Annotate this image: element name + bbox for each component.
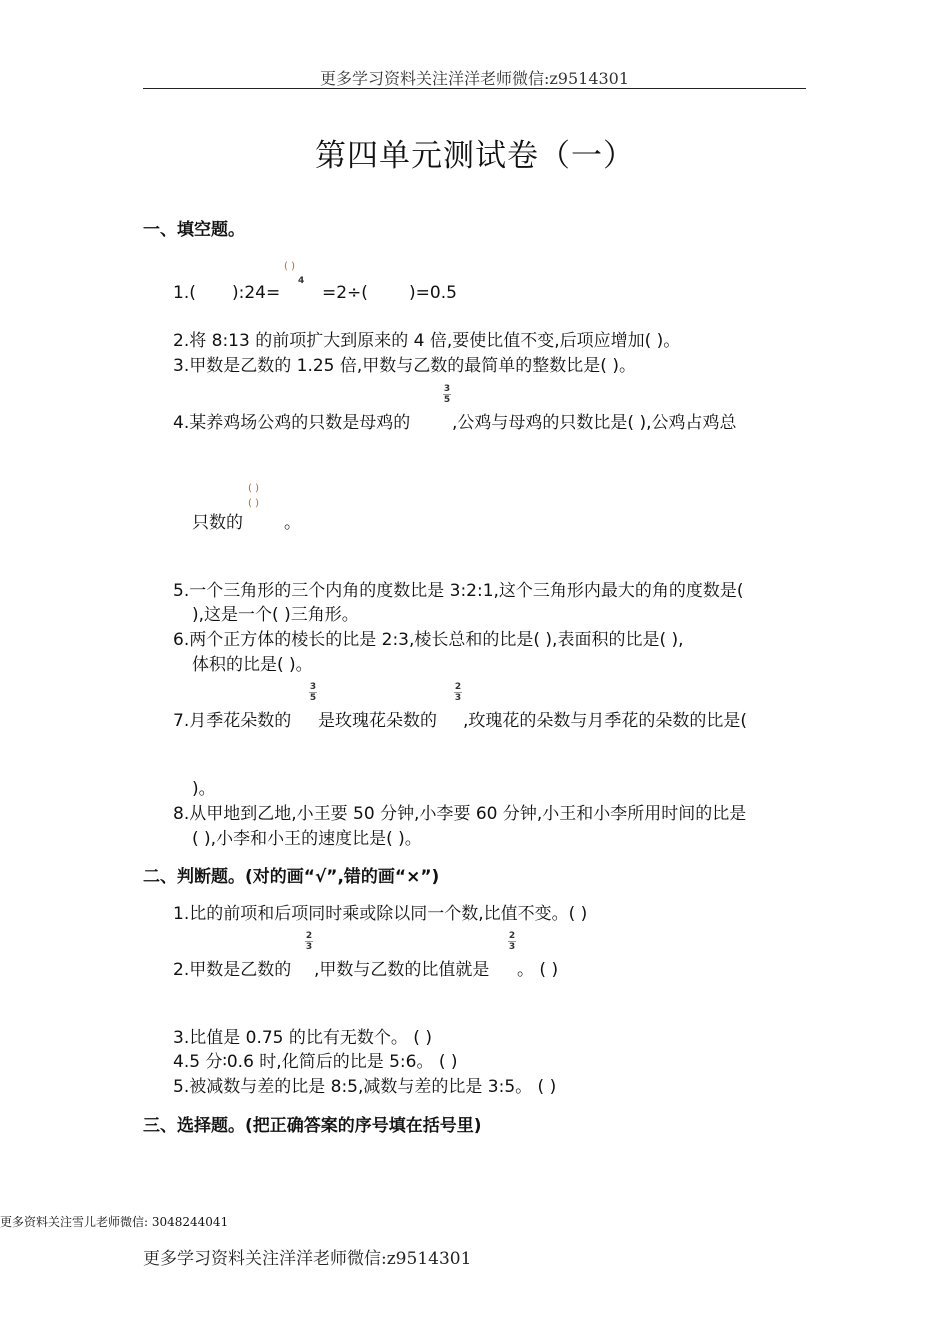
q2-2-frac-1	[305, 931, 313, 952]
q2-2-part-c: 。 ( )	[517, 960, 559, 980]
header-divider	[143, 88, 806, 89]
page-title: 第四单元测试卷（一）	[315, 138, 635, 174]
q1-1-frac-top: ( )	[284, 261, 295, 272]
q2-2-frac-2-bottom: 3	[508, 942, 516, 952]
q1-4-frac-top: 3	[443, 384, 451, 394]
section-2-heading: 二、判断题。(对的画“√”,错的画“×”)	[143, 867, 440, 887]
q1-8-line-1: 8.从甲地到乙地,小王要 50 分钟,小李要 60 分钟,小王和小李所用时间的比是	[173, 804, 747, 824]
q1-1-part-b: ):24=	[232, 283, 281, 303]
page-header: 更多学习资料关注洋洋老师微信:z9514301	[319, 69, 630, 88]
page-footer: 更多学习资料关注洋洋老师微信:z9514301	[143, 1249, 472, 1269]
q1-1-part-c: =2÷(	[322, 283, 368, 303]
q2-2-frac-1-top: 2	[305, 931, 313, 941]
section-3-heading: 三、选择题。(把正确答案的序号填在括号里)	[143, 1116, 482, 1136]
q1-4-part-d: 。	[284, 513, 301, 533]
q1-5-line-1: 5.一个三角形的三个内角的度数比是 3:2:1,这个三角形内最大的角的度数是(	[173, 581, 744, 601]
q2-3: 3.比值是 0.75 的比有无数个。 ( )	[173, 1028, 432, 1048]
q1-7-part-a: 7.月季花朵数的	[173, 711, 292, 731]
section-1-heading: 一、填空题。	[143, 220, 245, 240]
q1-4-blank-top: ( )	[248, 483, 259, 494]
q1-4-part-c: 只数的	[192, 513, 243, 533]
q1-7-frac-2-top: 2	[454, 682, 462, 692]
q1-7-frac-1	[309, 682, 317, 703]
q2-2-part-a: 2.甲数是乙数的	[173, 960, 292, 980]
q1-7-part-b: 是玫瑰花朵数的	[318, 711, 437, 731]
q2-5: 5.被减数与差的比是 8:5,减数与差的比是 3:5。 ( )	[173, 1077, 557, 1097]
q1-7-frac-2	[454, 682, 462, 703]
q1-7-part-d: )。	[192, 779, 216, 799]
q1-1-part-d: )=0.5	[409, 283, 457, 303]
q1-6-line-2: 体积的比是( )。	[192, 655, 313, 675]
q2-2-frac-2	[508, 931, 516, 952]
q1-1-frac-bottom: 4	[298, 276, 305, 286]
q1-7-part-c: ,玫瑰花的朵数与月季花的朵数的比是(	[463, 711, 748, 731]
q2-2-frac-2-top: 2	[508, 931, 516, 941]
q1-3: 3.甲数是乙数的 1.25 倍,甲数与乙数的最简单的整数比是( )。	[173, 356, 636, 376]
q1-4-blank-bottom: ( )	[248, 498, 259, 509]
q2-2-part-b: ,甲数与乙数的比值就是	[314, 960, 490, 980]
q1-7-frac-1-top: 3	[309, 682, 317, 692]
q2-1: 1.比的前项和后项同时乘或除以同一个数,比值不变。( )	[173, 904, 588, 924]
q1-4-part-a: 4.某养鸡场公鸡的只数是母鸡的	[173, 413, 411, 433]
q1-4-frac	[443, 384, 451, 405]
q1-7-frac-1-bottom: 5	[309, 693, 317, 703]
q1-5-line-2: ),这是一个( )三角形。	[192, 605, 359, 625]
q2-2-frac-1-bottom: 3	[305, 942, 313, 952]
q1-4-part-b: ,公鸡与母鸡的只数比是( ),公鸡占鸡总	[452, 413, 737, 433]
q2-4: 4.5 分∶0.6 时,化简后的比是 5:6。 ( )	[173, 1052, 458, 1072]
q1-8-line-2: ( ),小李和小王的速度比是( )。	[192, 829, 422, 849]
q1-7-frac-2-bottom: 3	[454, 693, 462, 703]
q1-1-part-a: 1.(	[173, 283, 196, 303]
q1-2: 2.将 8:13 的前项扩大到原来的 4 倍,要使比值不变,后项应增加( )。	[173, 331, 681, 351]
q1-4-frac-bottom: 5	[443, 395, 451, 405]
q1-6-line-1: 6.两个正方体的棱长的比是 2:3,棱长总和的比是( ),表面积的比是( ),	[173, 630, 684, 650]
footer-watermark-note: 更多资料关注雪儿老师微信: 3048244041	[0, 1215, 229, 1229]
